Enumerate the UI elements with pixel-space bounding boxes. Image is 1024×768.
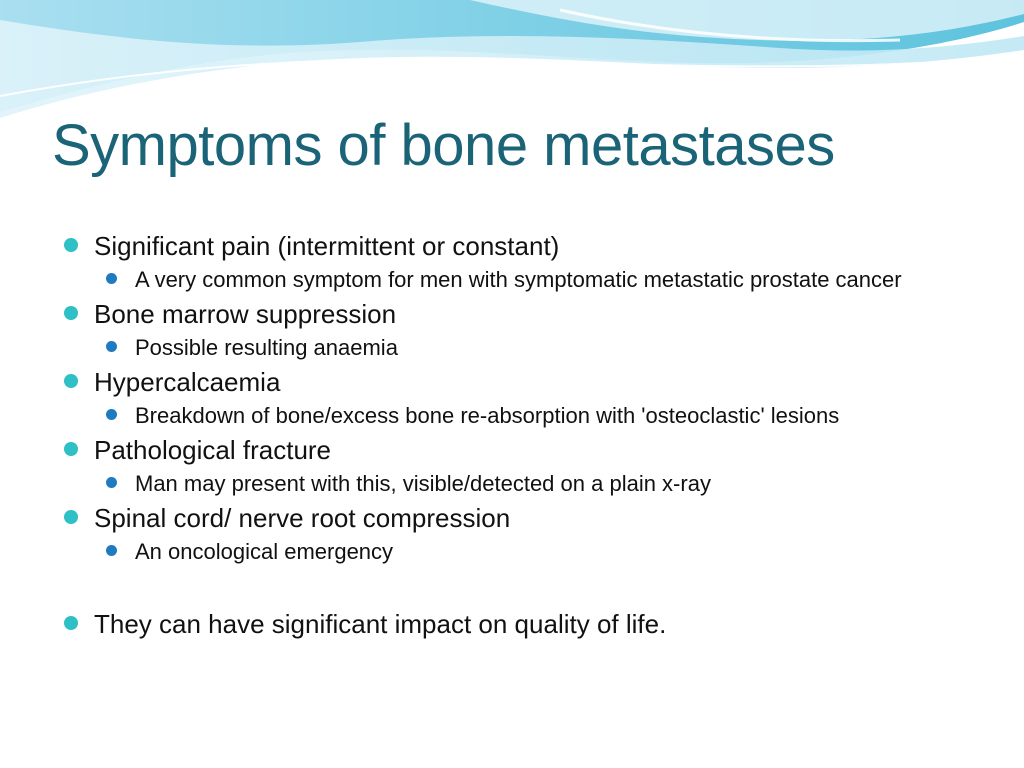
sub-bullet-text: A very common symptom for men with symptomatic metastatic prostate cancer bbox=[135, 267, 902, 292]
header-wave-decoration bbox=[0, 0, 1024, 130]
bullet-item bbox=[64, 298, 964, 330]
bullet-text: Hypercalcaemia bbox=[94, 367, 281, 397]
sub-bullet-item bbox=[106, 470, 925, 498]
sub-bullet-item bbox=[106, 538, 925, 566]
sub-bullet-item bbox=[106, 402, 925, 430]
bullet-text: Bone marrow suppression bbox=[94, 299, 397, 329]
sub-bullet-text: Possible resulting anaemia bbox=[135, 335, 398, 360]
sub-bullet-text: An oncological emergency bbox=[135, 539, 394, 564]
sub-bullet-dot-icon bbox=[106, 341, 117, 352]
bullet-dot-icon bbox=[64, 510, 78, 524]
bullet-text: Significant pain (intermittent or constant) bbox=[94, 231, 560, 261]
sub-bullet-dot-icon bbox=[106, 477, 117, 488]
bullet-text: Spinal cord/ nerve root compression bbox=[94, 503, 511, 533]
bullet-text: Pathological fracture bbox=[94, 435, 332, 465]
sub-bullet-item bbox=[106, 266, 925, 294]
bullet-dot-icon bbox=[64, 442, 78, 456]
sub-bullet-dot-icon bbox=[106, 409, 117, 420]
sub-bullet-text: Breakdown of bone/excess bone re-absorption with 'osteoclastic' lesions bbox=[135, 403, 840, 428]
bullet-item bbox=[64, 502, 964, 534]
bullet-dot-icon bbox=[64, 238, 78, 252]
bullet-dot-icon bbox=[64, 616, 78, 630]
bullet-dot-icon bbox=[64, 374, 78, 388]
bullet-text: They can have significant impact on quality of life. bbox=[94, 609, 667, 639]
sub-bullet-dot-icon bbox=[106, 273, 117, 284]
bullet-item bbox=[64, 434, 964, 466]
bullet-list bbox=[64, 226, 964, 640]
bullet-item bbox=[64, 608, 964, 640]
sub-bullet-item bbox=[106, 334, 925, 362]
bullet-item bbox=[64, 366, 964, 398]
bullet-item bbox=[64, 230, 964, 262]
bullet-dot-icon bbox=[64, 306, 78, 320]
slide-title: Symptoms of bone metastases bbox=[52, 113, 835, 178]
sub-bullet-text: Man may present with this, visible/detected on a plain x-ray bbox=[135, 471, 711, 496]
sub-bullet-dot-icon bbox=[106, 545, 117, 556]
